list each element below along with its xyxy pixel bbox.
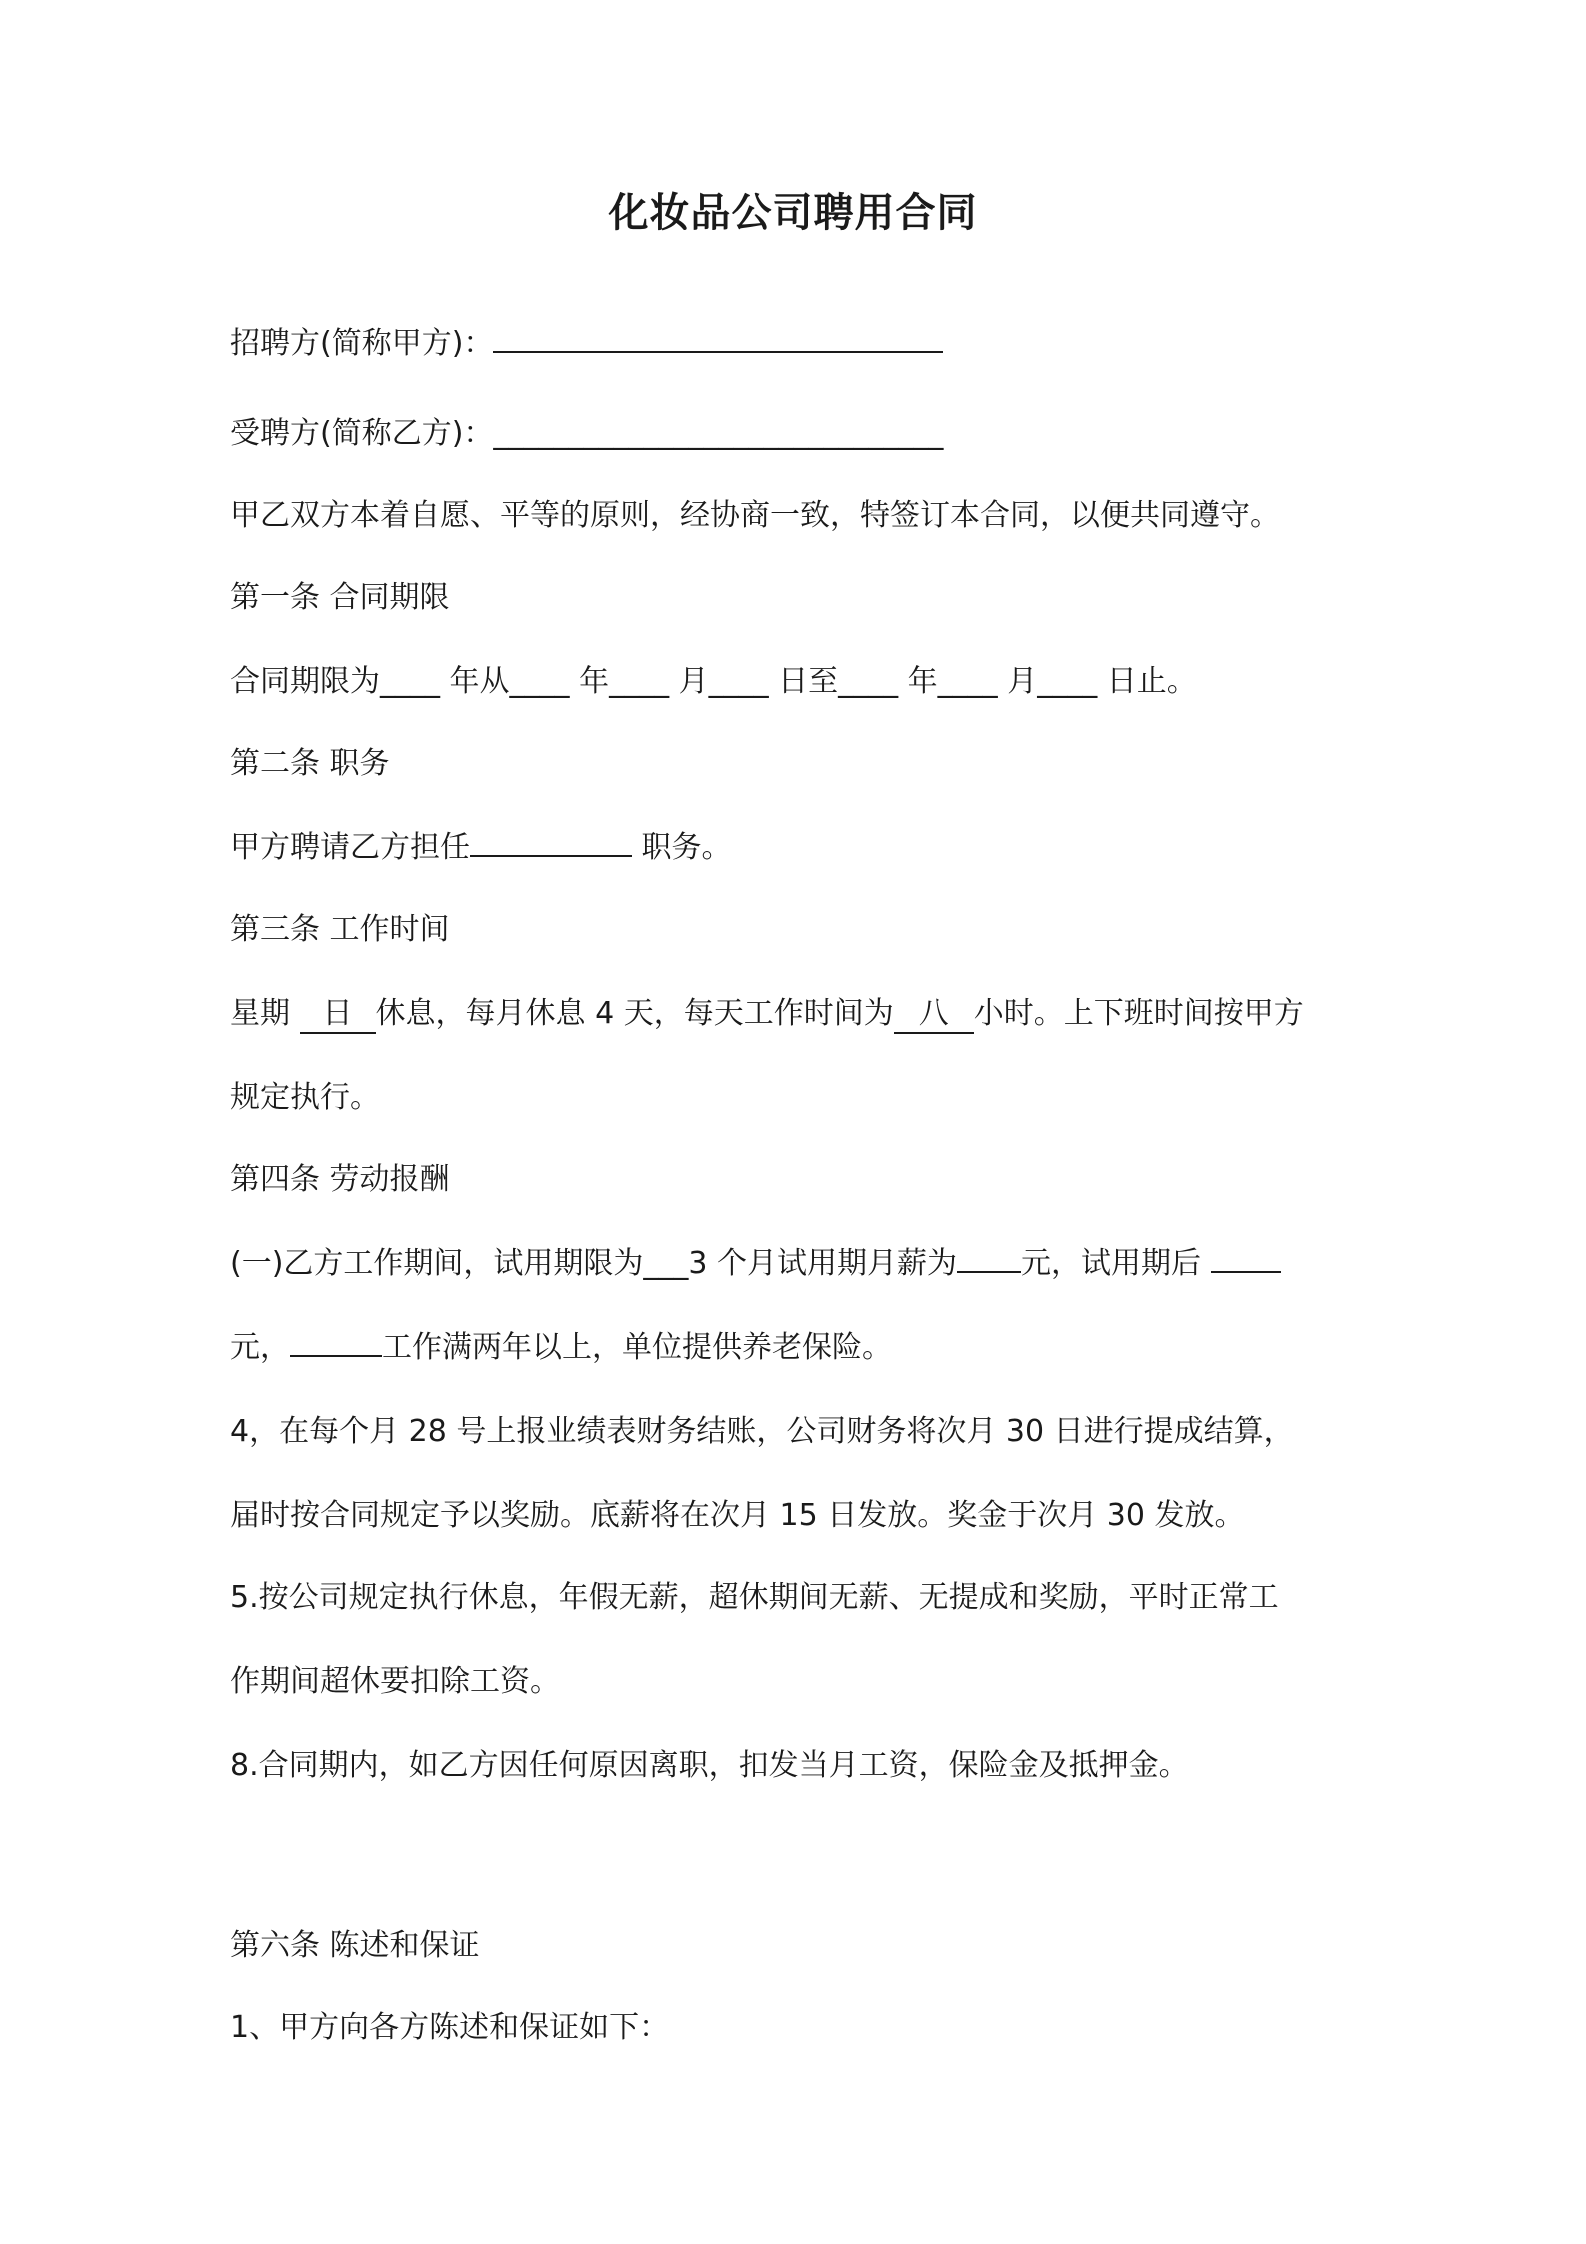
rest-day-blank[interactable]: 日 <box>300 996 376 1034</box>
work-hours-blank[interactable]: 八 <box>894 996 974 1034</box>
article-2-heading: 第二条 职务 <box>230 746 390 781</box>
article-4-heading: 第四条 劳动报酬 <box>230 1162 450 1197</box>
article-1-heading: 第一条 合同期限 <box>230 580 450 615</box>
party-b-label: 受聘方(简称乙方)： <box>230 416 494 451</box>
party-a-blank[interactable] <box>493 351 943 353</box>
article-6-heading: 第六条 陈述和保证 <box>230 1928 480 1963</box>
article-2-text <box>230 826 732 870</box>
article-4-paragraph-1 <box>230 1242 1281 1286</box>
party-a-label: 招聘方(简称甲方)： <box>230 326 494 361</box>
article-3-text-continued: 规定执行。 <box>230 1080 380 1115</box>
extra-blank[interactable] <box>290 1355 382 1357</box>
article-4-paragraph-2-continued: 届时按合同规定予以奖励。底薪将在次月 15 日发放。奖金于次月 30 发放。 <box>230 1498 1245 1533</box>
article-2-text-a: 甲方聘请乙方担任 <box>230 830 470 865</box>
article-4-paragraph-4: 8.合同期内，如乙方因任何原因离职，扣发当月工资，保险金及抵押金。 <box>230 1748 1189 1783</box>
article-4-paragraph-2: 4，在每个月 28 号上报业绩表财务结账，公司财务将次月 30 日进行提成结算， <box>230 1414 1294 1449</box>
trial-salary-blank[interactable] <box>957 1271 1021 1273</box>
article-3-text <box>230 992 1304 1036</box>
article-3-text-c: 小时。上下班时间按甲方 <box>973 996 1304 1031</box>
document-title: 化妆品公司聘用合同 <box>608 190 978 236</box>
article-4-paragraph-3-continued: 作期间超休要扣除工资。 <box>230 1664 560 1699</box>
article-3-text-a: 星期 <box>230 996 300 1031</box>
intro-paragraph: 甲乙双方本着自愿、平等的原则，经协商一致，特签订本合同，以便共同遵守。 <box>230 498 1280 533</box>
post-trial-salary-blank[interactable] <box>1211 1271 1281 1273</box>
article-4-paragraph-1-continued <box>230 1326 892 1370</box>
party-b-blank[interactable]: ______________________________ <box>493 416 944 451</box>
article-4-paragraph-3: 5.按公司规定执行休息，年假无薪，超休期间无薪、无提成和奖励，平时正常工 <box>230 1580 1279 1615</box>
article-4-p1-text-b: 元，试用期后 <box>1021 1246 1211 1281</box>
party-b-line <box>230 412 943 456</box>
party-a-line <box>230 322 943 366</box>
article-3-heading: 第三条 工作时间 <box>230 912 450 947</box>
article-4-p1-text-a: (一)乙方工作期间，试用期限为___3 个月试用期月薪为 <box>230 1246 958 1281</box>
article-2-text-b: 职务。 <box>632 830 732 865</box>
article-6-paragraph-1: 1、甲方向各方陈述和保证如下： <box>230 2010 670 2045</box>
article-3-text-b: 休息，每月休息 4 天，每天工作时间为 <box>375 996 894 1031</box>
position-blank[interactable] <box>470 855 632 857</box>
article-4-p1-cont-b: 工作满两年以上，单位提供养老保险。 <box>382 1330 892 1365</box>
article-1-text: 合同期限为____ 年从____ 年____ 月____ 日至____ 年____ 月____ 日止。 <box>230 664 1197 699</box>
article-4-p1-cont-a: 元， <box>230 1330 290 1365</box>
